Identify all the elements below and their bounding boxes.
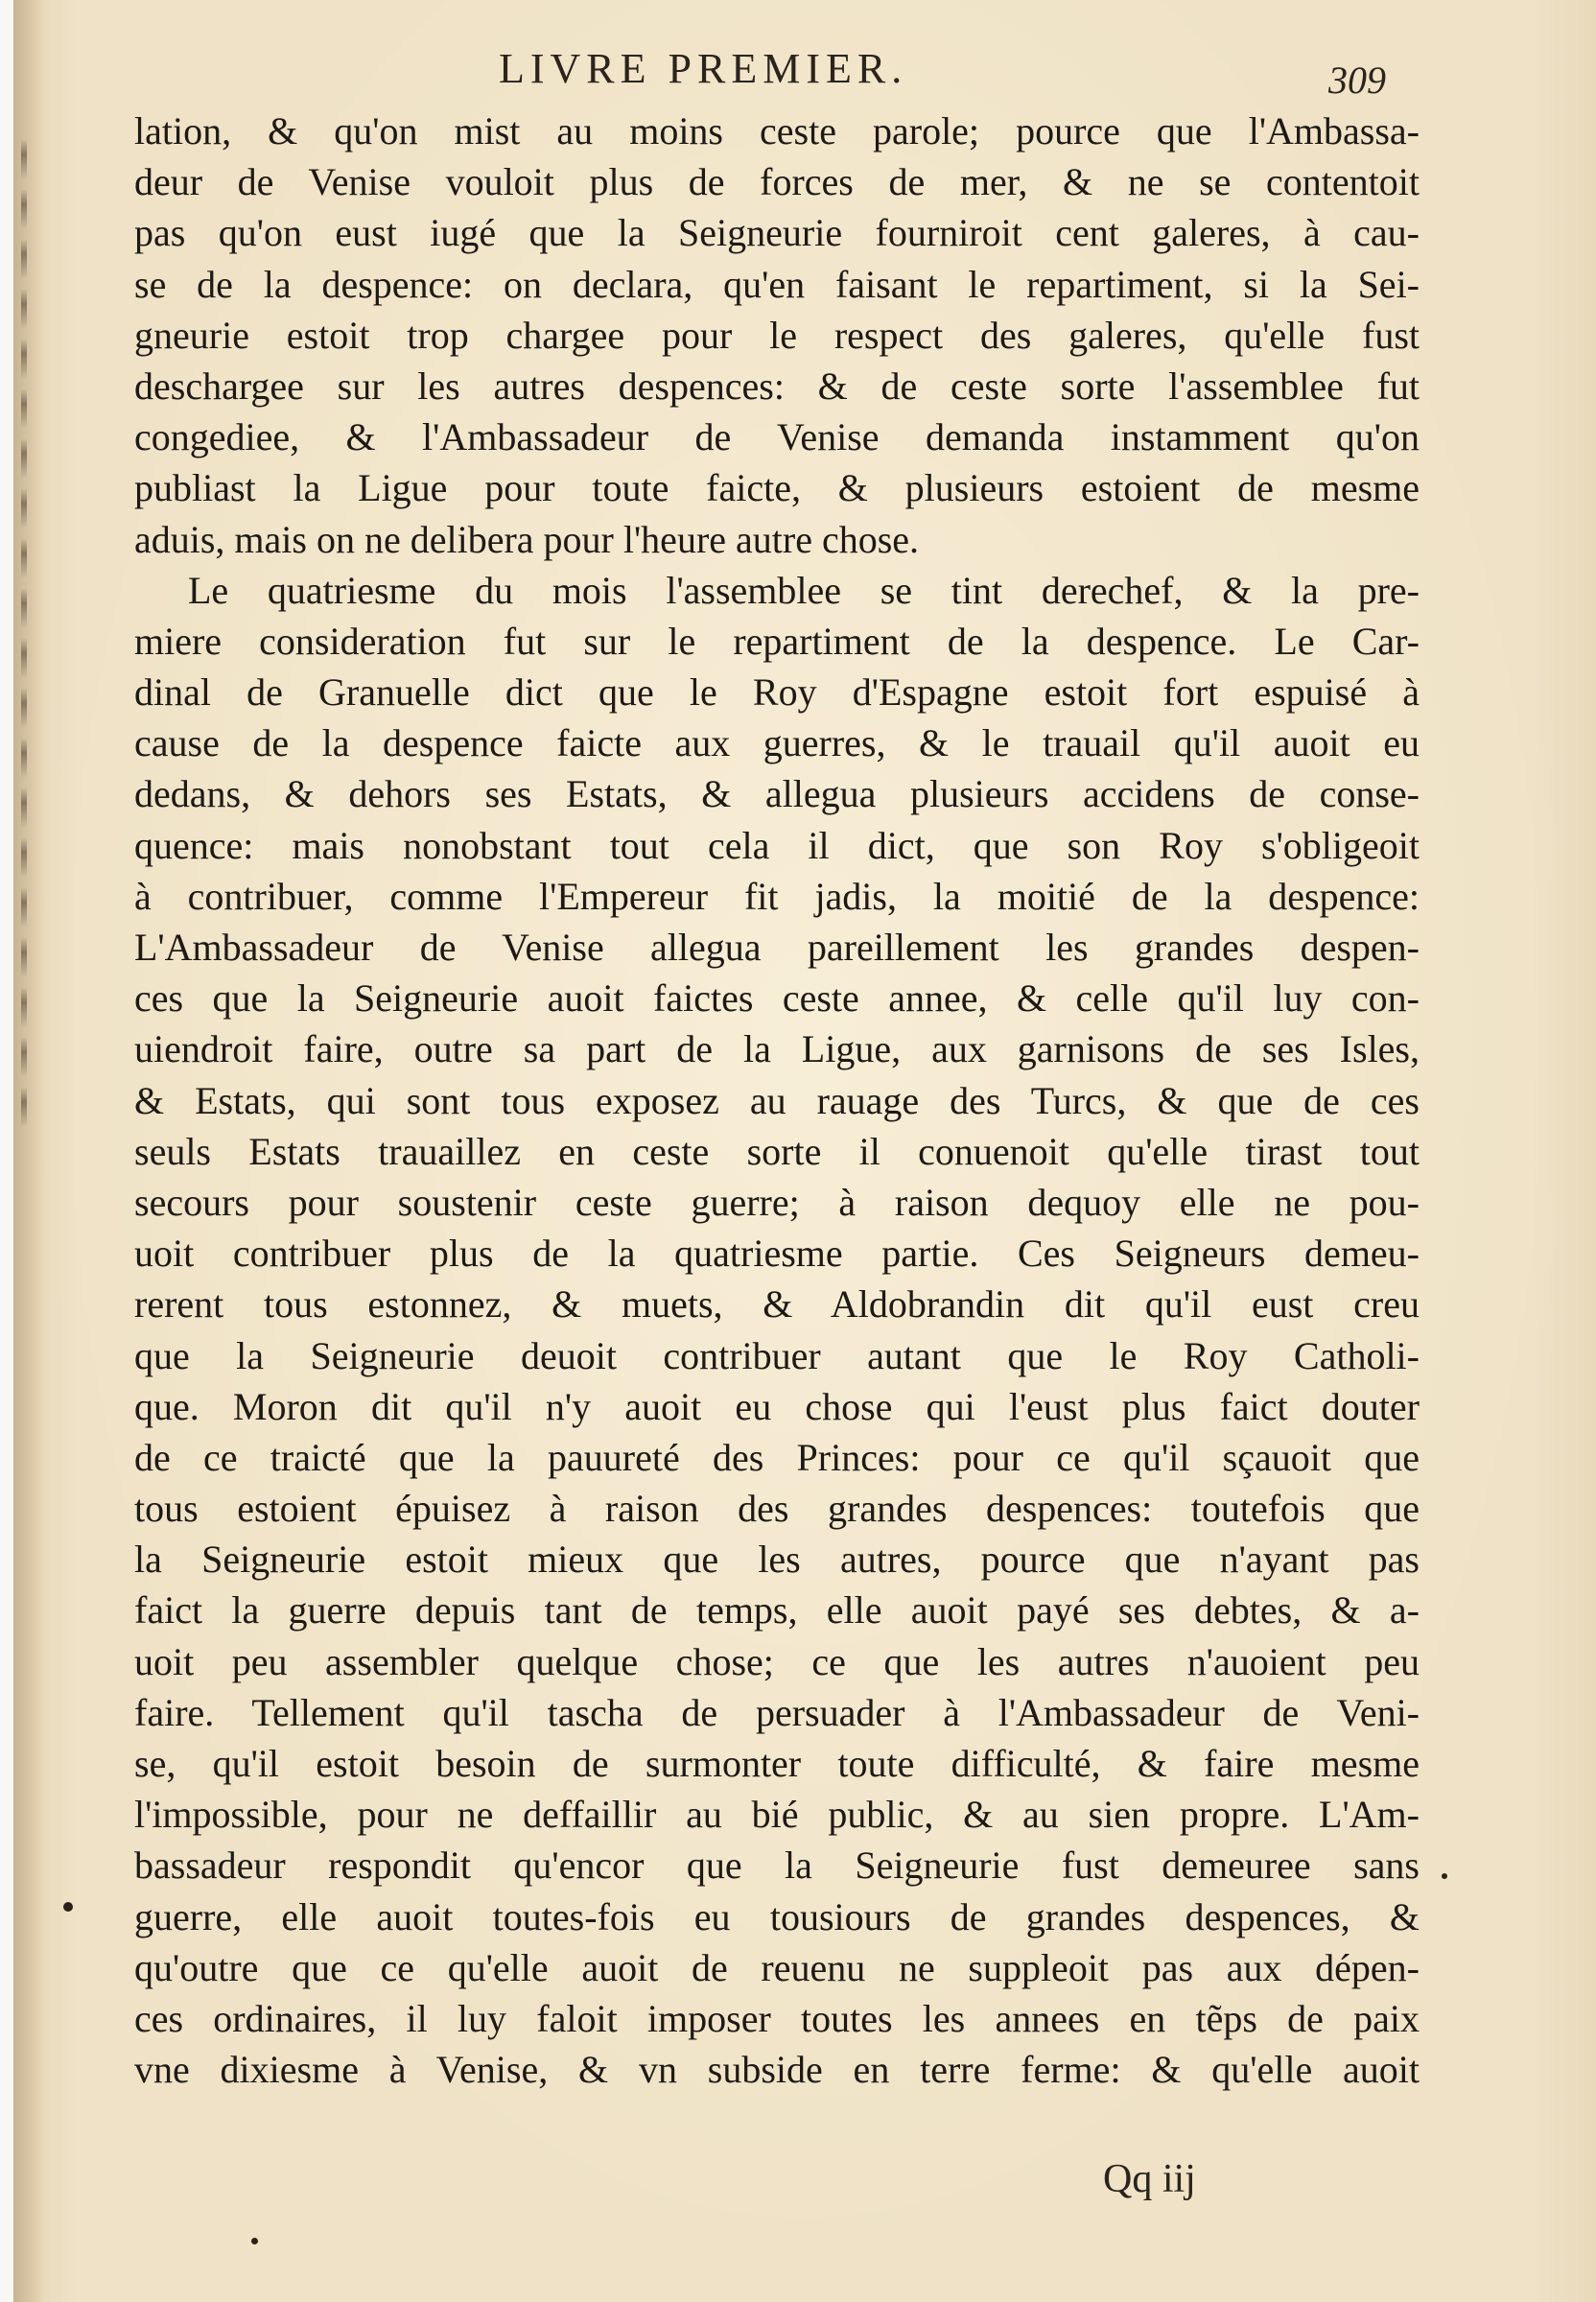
page-edge-marks (15, 134, 33, 1477)
text-line: L'Ambassadeur de Venise allegua pareillement les grandes despen- (134, 926, 1420, 969)
text-line: la Seigneurie estoit mieux que les autres, pource que n'ayant pas (134, 1538, 1420, 1582)
text-line: que la Seigneurie deuoit contribuer autant que le Roy Catholi- (134, 1333, 1420, 1377)
body-text (134, 106, 1420, 2095)
text-line: deur de Venise vouloit plus de forces de mer, & ne se contentoit (134, 160, 1420, 204)
text-line: uoit peu assembler quelque chose; ce que les autres n'auoient peu (134, 1639, 1420, 1683)
text-line: se de la despence: on declara, qu'en faisant le repartiment, si la Sei- (134, 262, 1420, 306)
text-line: uiendroit faire, outre sa part de la Ligue, aux garnisons de ses Isles, (134, 1027, 1420, 1071)
signature-mark: Qq iij (1103, 2157, 1196, 2201)
text-line: dinal de Granuelle dict que le Roy d'Espagne estoit fort espuisé à (134, 670, 1420, 715)
text-line: faict la guerre depuis tant de temps, elle auoit payé ses debtes, & a- (134, 1588, 1420, 1633)
text-line: l'impossible, pour ne deffaillir au bié public, & au sien propre. L'Am- (134, 1793, 1420, 1837)
text-line: ces que la Seigneurie auoit faictes ceste annee, & celle qu'il luy con- (134, 976, 1420, 1021)
text-line: dedans, & dehors ses Estats, & allegua plusieurs accidens de conse- (134, 772, 1420, 816)
text-line: lation, & qu'on mist au moins ceste parole; pource que l'Ambassa- (134, 109, 1420, 153)
text-line: rerent tous estonnez, & muets, & Aldobrandin dit qu'il eust creu (134, 1282, 1420, 1327)
text-line: vne dixiesme à Venise, & vn subside en terre ferme: & qu'elle auoit (134, 2048, 1420, 2092)
text-line: guerre, elle auoit toutes-fois eu tousiours de grandes despences, & (134, 1894, 1420, 1938)
ink-spot (63, 1902, 73, 1912)
ink-spot (251, 2238, 258, 2244)
text-line: uoit contribuer plus de la quatriesme partie. Ces Seigneurs demeu- (134, 1232, 1420, 1276)
text-line: aduis, mais on ne delibera pour l'heure autre chose. (134, 517, 920, 561)
text-line: qu'outre que ce qu'elle auoit de reuenu ne suppleoit pas aux dépen- (134, 1945, 1420, 1989)
text-line: congediee, & l'Ambassadeur de Venise demanda instamment qu'on (134, 415, 1420, 459)
text-line: à contribuer, comme l'Empereur fit jadis, la moitié de la despence: (134, 874, 1420, 918)
text-line: deschargee sur les autres despences: & de ceste sorte l'assemblee fut (134, 364, 1420, 408)
running-head: LIVRE PREMIER. (499, 45, 908, 92)
text-line: pas qu'on eust iugé que la Seigneurie fourniroit cent galeres, à cau- (134, 211, 1420, 255)
text-line: quence: mais nonobstant tout cela il dict, que son Roy s'obligeoit (134, 823, 1420, 867)
text-line: cause de la despence faicte aux guerres, & le trauail qu'il auoit eu (134, 721, 1420, 765)
text-line: gneurie estoit trop chargee pour le respect des galeres, qu'elle fust (134, 313, 1420, 357)
text-line: que. Moron dit qu'il n'y auoit eu chose qui l'eust plus faict douter (134, 1384, 1420, 1428)
text-line: publiast la Ligue pour toute faicte, & plusieurs estoient de mesme (134, 466, 1420, 510)
ink-spot (1442, 1873, 1447, 1879)
text-line: bassadeur respondit qu'encor que la Seigneurie fust demeuree sans (134, 1844, 1420, 1888)
page-number: 309 (1328, 59, 1386, 102)
text-line: de ce traicté que la pauureté des Princes: pour ce qu'il sçauoit que (134, 1435, 1420, 1479)
text-line: tous estoient épuisez à raison des grandes despences: toutefois que (134, 1487, 1420, 1531)
text-line: ces ordinaires, il luy faloit imposer toutes les annees en tẽps de paix (134, 1996, 1420, 2040)
text-line: & Estats, qui sont tous exposez au rauage des Turcs, & que de ces (134, 1078, 1420, 1122)
text-line: miere consideration fut sur le repartiment de la despence. Le Car- (134, 619, 1420, 663)
text-line: se, qu'il estoit besoin de surmonter toute difficulté, & faire mesme (134, 1742, 1420, 1785)
paragraph-start-line: Le quatriesme du mois l'assemblee se tint derechef, & la pre- (188, 568, 1420, 612)
text-line: seuls Estats trauaillez en ceste sorte il conuenoit qu'elle tirast tout (134, 1129, 1420, 1173)
text-line: secours pour soustenir ceste guerre; à raison dequoy elle ne pou- (134, 1180, 1420, 1224)
text-line: faire. Tellement qu'il tascha de persuader à l'Ambassadeur de Veni- (134, 1690, 1420, 1734)
